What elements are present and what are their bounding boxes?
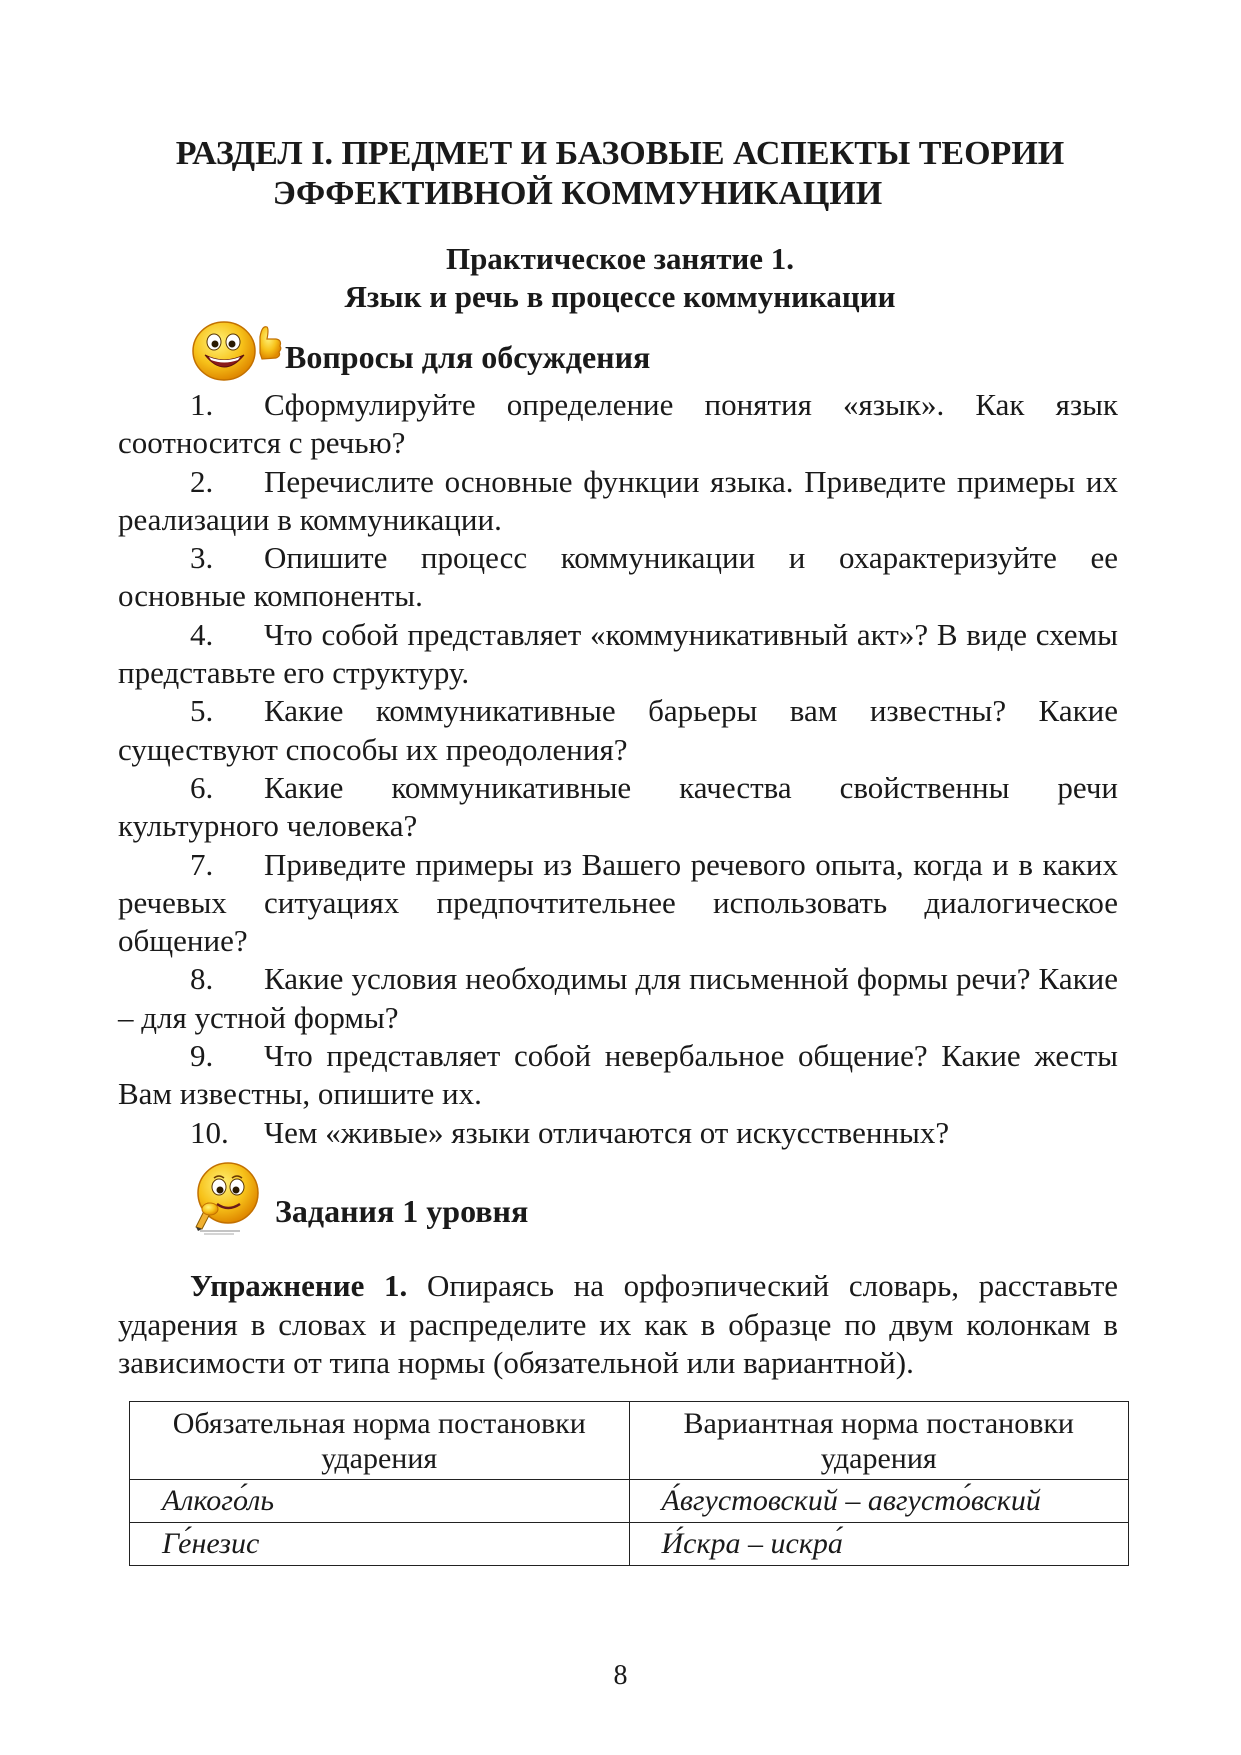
table-header-row	[130, 1402, 1129, 1480]
section-title-line-2: ЭФФЕКТИВНОЙ КОММУНИКАЦИИ	[272, 175, 883, 212]
question-text: Какие коммуникативные барьеры вам известны? Какие существуют способы их преодоления?	[118, 693, 1118, 767]
norms-table	[129, 1401, 1129, 1566]
list-item	[118, 692, 1118, 769]
lesson-title	[120, 240, 1120, 316]
table-cell: Ге́незис	[130, 1523, 630, 1566]
list-item	[118, 769, 1118, 846]
question-text: Что представляет собой невербальное общение? Какие жесты Вам известны, опишите их.	[118, 1038, 1118, 1112]
list-item	[118, 616, 1118, 693]
section-title-line-1: РАЗДЕЛ I. ПРЕДМЕТ И БАЗОВЫЕ АСПЕКТЫ ТЕОРИИ	[175, 135, 1065, 172]
table-cell: Алкого́ль	[130, 1480, 630, 1523]
question-text: Что собой представляет «коммуникативный акт»? В виде схемы представьте его структуру.	[118, 616, 1118, 691]
lesson-topic: Язык и речь в процессе коммуникации	[344, 279, 896, 314]
discussion-heading: Вопросы для обсуждения	[285, 339, 651, 375]
question-text: Какие условия необходимы для письменной формы речи? Какие – для устной формы?	[118, 961, 1118, 1035]
question-text: Опишите процесс коммуникации и охарактеризуйте ее основные компоненты.	[118, 540, 1118, 614]
question-number: 6.	[190, 769, 214, 805]
lesson-number: Практическое занятие 1.	[445, 241, 795, 276]
question-number: 1.	[190, 387, 214, 422]
table-row	[130, 1480, 1129, 1523]
list-item	[118, 960, 1118, 1037]
list-item	[118, 1114, 1118, 1152]
table-row	[130, 1523, 1129, 1566]
list-item	[118, 539, 1118, 616]
question-number: 7.	[190, 846, 214, 882]
section-title	[120, 134, 1120, 214]
list-item	[118, 386, 1118, 463]
column-header: Вариантная норма постановки ударения	[629, 1402, 1129, 1480]
tasks-heading: Задания 1 уровня	[275, 1193, 529, 1229]
smiley-thumbs-up-icon	[190, 315, 290, 385]
question-number: 10.	[190, 1114, 229, 1150]
list-item	[118, 846, 1118, 961]
question-number: 9.	[190, 1038, 214, 1074]
list-item	[118, 463, 1118, 540]
list-item	[118, 1037, 1118, 1114]
question-number: 5.	[190, 693, 214, 729]
questions-list	[118, 386, 1118, 1152]
question-text: Приведите примеры из Вашего речевого опыта, когда и в каких речевых ситуациях предпочтительнее использовать диалогическое общение?	[118, 846, 1118, 959]
question-text: Сформулируйте определение понятия «язык». Как язык соотносится с речью?	[118, 387, 1118, 461]
exercise-label: Упражнение 1.	[190, 1268, 408, 1303]
page-number: 8	[613, 1660, 628, 1691]
question-text: Перечислите основные функции языка. Приведите примеры их реализации в коммуникации.	[118, 463, 1118, 537]
exercise-text: Опираясь на орфоэпический словарь, расставьте ударения в словах и распределите их как в образце по двум колонкам в зависимости от типа нормы (обязательной или вариантной).	[118, 1268, 1119, 1380]
column-header: Обязательная норма постановки ударения	[130, 1402, 630, 1480]
question-number: 8.	[190, 961, 214, 997]
question-number: 4.	[190, 616, 214, 652]
question-text: Какие коммуникативные качества свойственны речи культурного человека?	[118, 769, 1118, 844]
question-number: 2.	[190, 463, 214, 499]
question-text: Чем «живые» языки отличаются от искусственных?	[264, 1114, 950, 1150]
exercise-paragraph	[118, 1267, 1118, 1383]
table-cell: И́скра – искра́	[629, 1523, 1129, 1566]
question-number: 3.	[190, 540, 214, 576]
table-cell: А́вгустовский – августо́вский	[629, 1480, 1129, 1523]
